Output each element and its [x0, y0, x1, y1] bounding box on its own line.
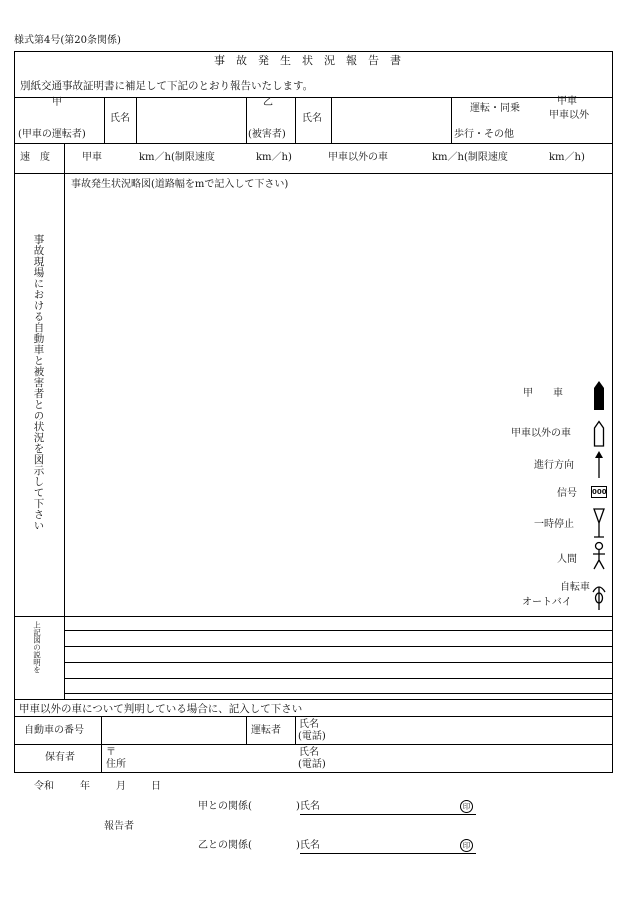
col-divider [451, 97, 452, 143]
speed-close-b: km／h) [549, 152, 585, 163]
legend-other-car-label: 甲車以外の車 [511, 428, 571, 439]
address-label: 住所 [106, 759, 126, 770]
speed-close-a: km／h) [256, 152, 292, 163]
seal-b-icon: 印 [460, 839, 473, 852]
vehicle-number-field[interactable] [104, 718, 244, 743]
col-divider [246, 716, 247, 744]
col-divider [295, 97, 296, 143]
bicycle-icon [592, 579, 606, 611]
date-month: 月 [116, 781, 126, 792]
driver-name-label: 氏名 [299, 719, 319, 730]
stop-sign-icon [592, 507, 606, 539]
relation-a-label: 甲との関係( [198, 801, 252, 812]
form-number: 様式第4号(第20条関係) [14, 35, 121, 46]
party-b-name-field[interactable] [331, 97, 447, 141]
frame-right [612, 699, 613, 772]
legend-stop-label: 一時停止 [534, 519, 574, 530]
driver-label: 運転者 [251, 725, 281, 736]
victim-type-car-a[interactable]: 甲車 [557, 96, 577, 107]
victim-type-option-walk[interactable]: 歩行・その他 [454, 129, 514, 140]
speed-unit-limit-b: km／h(制限速度 [432, 152, 508, 163]
signal-icon: 000 [592, 488, 607, 496]
col-divider [246, 97, 247, 143]
diagram-drawing-area[interactable] [66, 196, 580, 611]
victim-type-option-ride[interactable]: 運転・同乗 [470, 103, 520, 114]
legend-person-label: 人間 [557, 554, 577, 565]
form-title: 事 故 発 生 状 況 報 告 書 [214, 54, 401, 67]
relation-b-name-label: )氏名 [296, 840, 320, 851]
row-divider [14, 716, 613, 717]
row-divider [15, 173, 612, 174]
relation-b-label: 乙との関係( [198, 840, 252, 851]
vehicle-number-label: 自動車の番号 [24, 725, 84, 736]
owner-phone-label: (電話) [298, 759, 326, 770]
legend-direction-label: 進行方向 [534, 460, 574, 471]
speed-other-car-label: 甲車以外の車 [328, 152, 388, 163]
date-day: 日 [151, 781, 161, 792]
explanation-label: 上記図の説明を [32, 621, 42, 674]
seal-a-icon: 印 [460, 800, 473, 813]
party-a-mark: 甲 [52, 97, 62, 108]
car-a-icon [592, 380, 606, 411]
explanation-lines-area[interactable] [66, 617, 610, 697]
owner-label: 保有者 [45, 752, 75, 763]
party-b-name-label: 氏名 [302, 113, 322, 124]
other-vehicle-note: 甲車以外の車について判明している場合に、記入して下さい [19, 703, 303, 715]
person-icon [592, 541, 606, 571]
diagram-instruction: 事故発生状況略図(道路幅をmで記入して下さい) [71, 179, 289, 190]
col-divider [64, 173, 65, 700]
party-b-mark: 乙 [263, 97, 273, 108]
legend-car-a-label: 甲 車 [523, 388, 563, 399]
row-divider [14, 772, 613, 773]
col-divider [104, 97, 105, 143]
col-divider [64, 143, 65, 173]
speed-car-a-label: 甲車 [82, 152, 102, 163]
date-year: 年 [80, 781, 90, 792]
legend-motorbike-label: オートバイ [522, 597, 572, 608]
relation-a-name-label: )氏名 [296, 801, 320, 812]
speed-unit-limit-a: km／h(制限速度 [139, 152, 215, 163]
row-divider [14, 744, 613, 745]
signature-line-a[interactable] [300, 814, 476, 815]
col-divider [136, 97, 137, 143]
direction-arrow-icon [593, 450, 605, 480]
intro-text: 別紙交通事故証明書に補足して下記のとおり報告いたします。 [20, 80, 314, 92]
driver-phone-label: (電話) [298, 731, 326, 742]
date-era: 令和 [34, 781, 54, 792]
legend-signal-label: 信号 [557, 488, 577, 499]
row-divider [15, 143, 612, 144]
col-divider [101, 716, 102, 772]
other-car-icon [592, 420, 606, 447]
party-a-name-label: 氏名 [110, 113, 130, 124]
party-a-sub: (甲車の運転者) [18, 129, 86, 140]
col-divider [295, 716, 296, 744]
party-b-sub: (被害者) [248, 129, 286, 140]
diagram-side-label: 事故現場における自動車と被害者との状況を図示して下さい [32, 234, 45, 531]
reporter-label: 報告者 [104, 821, 134, 832]
postal-mark: 〒 [106, 747, 116, 758]
owner-name-label: 氏名 [299, 747, 319, 758]
signature-line-b[interactable] [300, 853, 476, 854]
speed-label: 速 度 [20, 152, 50, 163]
party-a-name-field[interactable] [138, 97, 244, 141]
legend-bicycle-label: 自転車 [560, 582, 590, 593]
frame-left [14, 699, 15, 772]
victim-type-car-other[interactable]: 甲車以外 [549, 110, 589, 121]
